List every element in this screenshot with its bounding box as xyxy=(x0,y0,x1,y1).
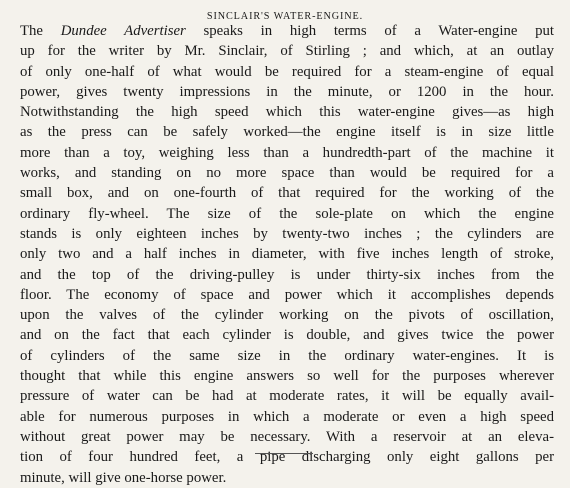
body-line-16: and on the fact that each cylinder is double, and gives twice the power xyxy=(20,327,554,344)
body-line-17: of cylinders of the same size in the ordinary water-engines. It is xyxy=(20,347,554,364)
body-line-6: as the press can be safely worked—the engine itself is in size little xyxy=(20,124,554,141)
body-line-15: upon the valves of the cylinder working on the pivots of oscillation, xyxy=(20,307,554,324)
lead-word: The xyxy=(20,23,44,39)
body-line-12: only two and a half inches in diameter, with five inches length of stroke, xyxy=(20,246,554,263)
body-line-4: power, gives twenty impressions in the minute, or 1200 in the hour. xyxy=(20,83,554,100)
body-line-22: tion of four hundred feet, a pipe discharging only eight gallons per xyxy=(20,449,554,466)
body-line-1 xyxy=(20,21,554,41)
body-line-9: small box, and on one-fourth of that required for the working of the xyxy=(20,185,554,202)
body-line-21: without great power may be necessary. With a reservoir at an eleva- xyxy=(20,428,554,445)
article-title: SINCLAIR'S WATER-ENGINE. xyxy=(206,11,364,22)
body-line-7: more than a toy, weighing less than a hundredth-part of the machine it xyxy=(20,144,554,161)
body-line-13: and the top of the driving-pulley is under thirty-six inches from the xyxy=(20,266,554,283)
body-line-20: able for numerous purposes in which a moderate or even a high speed xyxy=(20,408,554,425)
body-line-19: pressure of water can be had at moderate rates, it will be equally avail- xyxy=(20,388,554,405)
body-line-10: ordinary fly-wheel. The size of the sole-plate on which the engine xyxy=(20,205,554,222)
body-line-11: stands is only eighteen inches by twenty-two inches ; the cylinders are xyxy=(20,225,554,242)
body-line-14: floor. The economy of space and power which it accomplishes depends xyxy=(20,286,554,303)
body-line-text: speaks in high terms of a Water-engine put xyxy=(185,23,554,39)
body-line-3: of only one-half of what would be required for a steam-engine of equal xyxy=(20,63,554,80)
body-line-8: works, and standing on no more space than would be required for a xyxy=(20,165,554,182)
body-line-23: minute, will give one-horse power. xyxy=(20,469,227,486)
publication-name: Dundee Advertiser xyxy=(60,23,186,39)
body-line-2: up for the writer by Mr. Sinclair, of Stirling ; and which, at an outlay xyxy=(20,43,554,60)
section-divider xyxy=(255,453,313,454)
body-line-5: Notwithstanding the high speed which this water-engine gives—as high xyxy=(20,104,554,121)
article-body xyxy=(20,21,554,488)
body-line-18: thought that while this engine answers so well for the purposes wherever xyxy=(20,368,554,385)
